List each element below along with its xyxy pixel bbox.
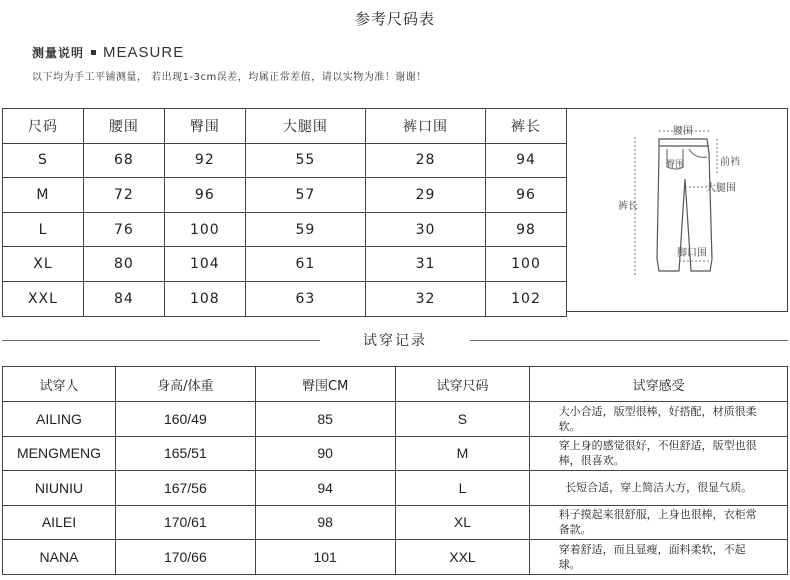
hip-label: 臀围 [666, 160, 685, 170]
table-cell: 84 [83, 281, 164, 316]
table-cell: 32 [365, 281, 485, 316]
table-cell: 92 [164, 143, 245, 178]
header-cell: 腰围 [83, 109, 164, 144]
table-cell: 76 [83, 212, 164, 247]
waist-label: 腰围 [673, 126, 693, 137]
size-table [2, 108, 567, 317]
table-cell: 90 [255, 436, 395, 471]
measure-label-cn: 测量说明 [32, 46, 85, 60]
table-cell: 160/49 [115, 402, 255, 437]
table-cell: L [395, 471, 530, 506]
table-cell: 96 [164, 178, 245, 213]
table-cell: 165/51 [115, 436, 255, 471]
table-row [3, 402, 788, 437]
table-row [3, 178, 567, 213]
header-cell: 裤口围 [365, 109, 485, 144]
try-section-divider [2, 330, 788, 350]
table-row [3, 143, 567, 178]
table-cell: MENGMENG [3, 436, 116, 471]
table-cell: 29 [365, 178, 485, 213]
table-cell: 61 [245, 247, 365, 282]
table-cell: L [3, 212, 84, 247]
size-table-header [3, 109, 567, 144]
table-cell: XXL [395, 540, 530, 575]
table-cell: AILING [3, 402, 116, 437]
table-cell: XL [395, 505, 530, 540]
table-cell: 63 [245, 281, 365, 316]
try-section-title-wrap [2, 330, 788, 350]
table-row [3, 505, 788, 540]
feedback-text: 料子摸起来很舒服，上身也很棒，衣柜常备款。 [558, 508, 757, 537]
table-row [3, 540, 788, 575]
feedback-cell [530, 471, 788, 506]
page-title: 参考尺码表 [354, 10, 435, 28]
table-cell: 98 [255, 505, 395, 540]
table-cell: 101 [255, 540, 395, 575]
hem-label: 脚口围 [677, 248, 707, 259]
header-cell: 试穿人 [3, 367, 116, 402]
feedback-cell [530, 436, 788, 471]
feedback-cell [530, 402, 788, 437]
header-cell: 尺码 [3, 109, 84, 144]
table-row [3, 212, 567, 247]
thigh-label: 大腿围 [706, 183, 736, 194]
table-cell: 170/61 [115, 505, 255, 540]
table-cell: 100 [164, 212, 245, 247]
table-row [3, 281, 567, 316]
header-cell: 臀围CM [255, 367, 395, 402]
feedback-text: 穿着舒适，而且显瘦，面料柔软，不起球。 [558, 542, 746, 571]
table-cell: 94 [486, 143, 567, 178]
try-section-title: 试穿记录 [357, 333, 433, 349]
table-row [3, 436, 788, 471]
table-cell: 59 [245, 212, 365, 247]
table-cell: AILEI [3, 505, 116, 540]
table-cell: S [3, 143, 84, 178]
measure-note: 以下均为手工平铺测量， 若出现1-3cm误差，均属正常差值，请以实物为准！谢谢！ [32, 72, 427, 83]
table-cell: 85 [255, 402, 395, 437]
table-cell: 28 [365, 143, 485, 178]
table-row [3, 471, 788, 506]
feedback-text: 长短合适，穿上简洁大方，很显气质。 [565, 481, 753, 495]
table-cell: 108 [164, 281, 245, 316]
table-cell: 30 [365, 212, 485, 247]
table-cell: 31 [365, 247, 485, 282]
table-cell: 55 [245, 143, 365, 178]
measure-label-en: MEASURE [103, 44, 185, 61]
header-cell: 身高/体重 [115, 367, 255, 402]
front-rise-label: 前裆 [720, 157, 740, 168]
try-table-header [3, 367, 788, 402]
header-cell: 试穿感受 [530, 367, 788, 402]
table-cell: 100 [486, 247, 567, 282]
header-cell: 试穿尺码 [395, 367, 530, 402]
table-cell: 98 [486, 212, 567, 247]
table-cell: XL [3, 247, 84, 282]
table-cell: 72 [83, 178, 164, 213]
table-cell: 57 [245, 178, 365, 213]
table-cell: 104 [164, 247, 245, 282]
bullet-icon [91, 50, 96, 55]
table-cell: S [395, 402, 530, 437]
header-cell: 臀围 [164, 109, 245, 144]
table-cell: 68 [83, 143, 164, 178]
feedback-text: 大小合适，版型很棒，好搭配，材质很柔软。 [558, 404, 757, 433]
table-cell: NIUNIU [3, 471, 116, 506]
table-cell: 167/56 [115, 471, 255, 506]
table-cell: 80 [83, 247, 164, 282]
header-cell: 裤长 [486, 109, 567, 144]
table-cell: M [395, 436, 530, 471]
table-cell: NANA [3, 540, 116, 575]
header-cell: 大腿围 [245, 109, 365, 144]
table-cell: 102 [486, 281, 567, 316]
table-row [3, 247, 567, 282]
table-cell: M [3, 178, 84, 213]
table-cell: 96 [486, 178, 567, 213]
pants-measurement-diagram [567, 108, 788, 312]
table-cell: 94 [255, 471, 395, 506]
feedback-text: 穿上身的感觉很好，不但舒适，版型也很棒，很喜欢。 [558, 439, 757, 468]
table-cell: 170/66 [115, 540, 255, 575]
feedback-cell [530, 540, 788, 575]
table-cell: XXL [3, 281, 84, 316]
try-on-table [2, 366, 788, 575]
feedback-cell [530, 505, 788, 540]
pants-diagram-svg [567, 109, 788, 313]
measure-heading [32, 44, 184, 61]
length-label: 裤长 [618, 201, 638, 212]
